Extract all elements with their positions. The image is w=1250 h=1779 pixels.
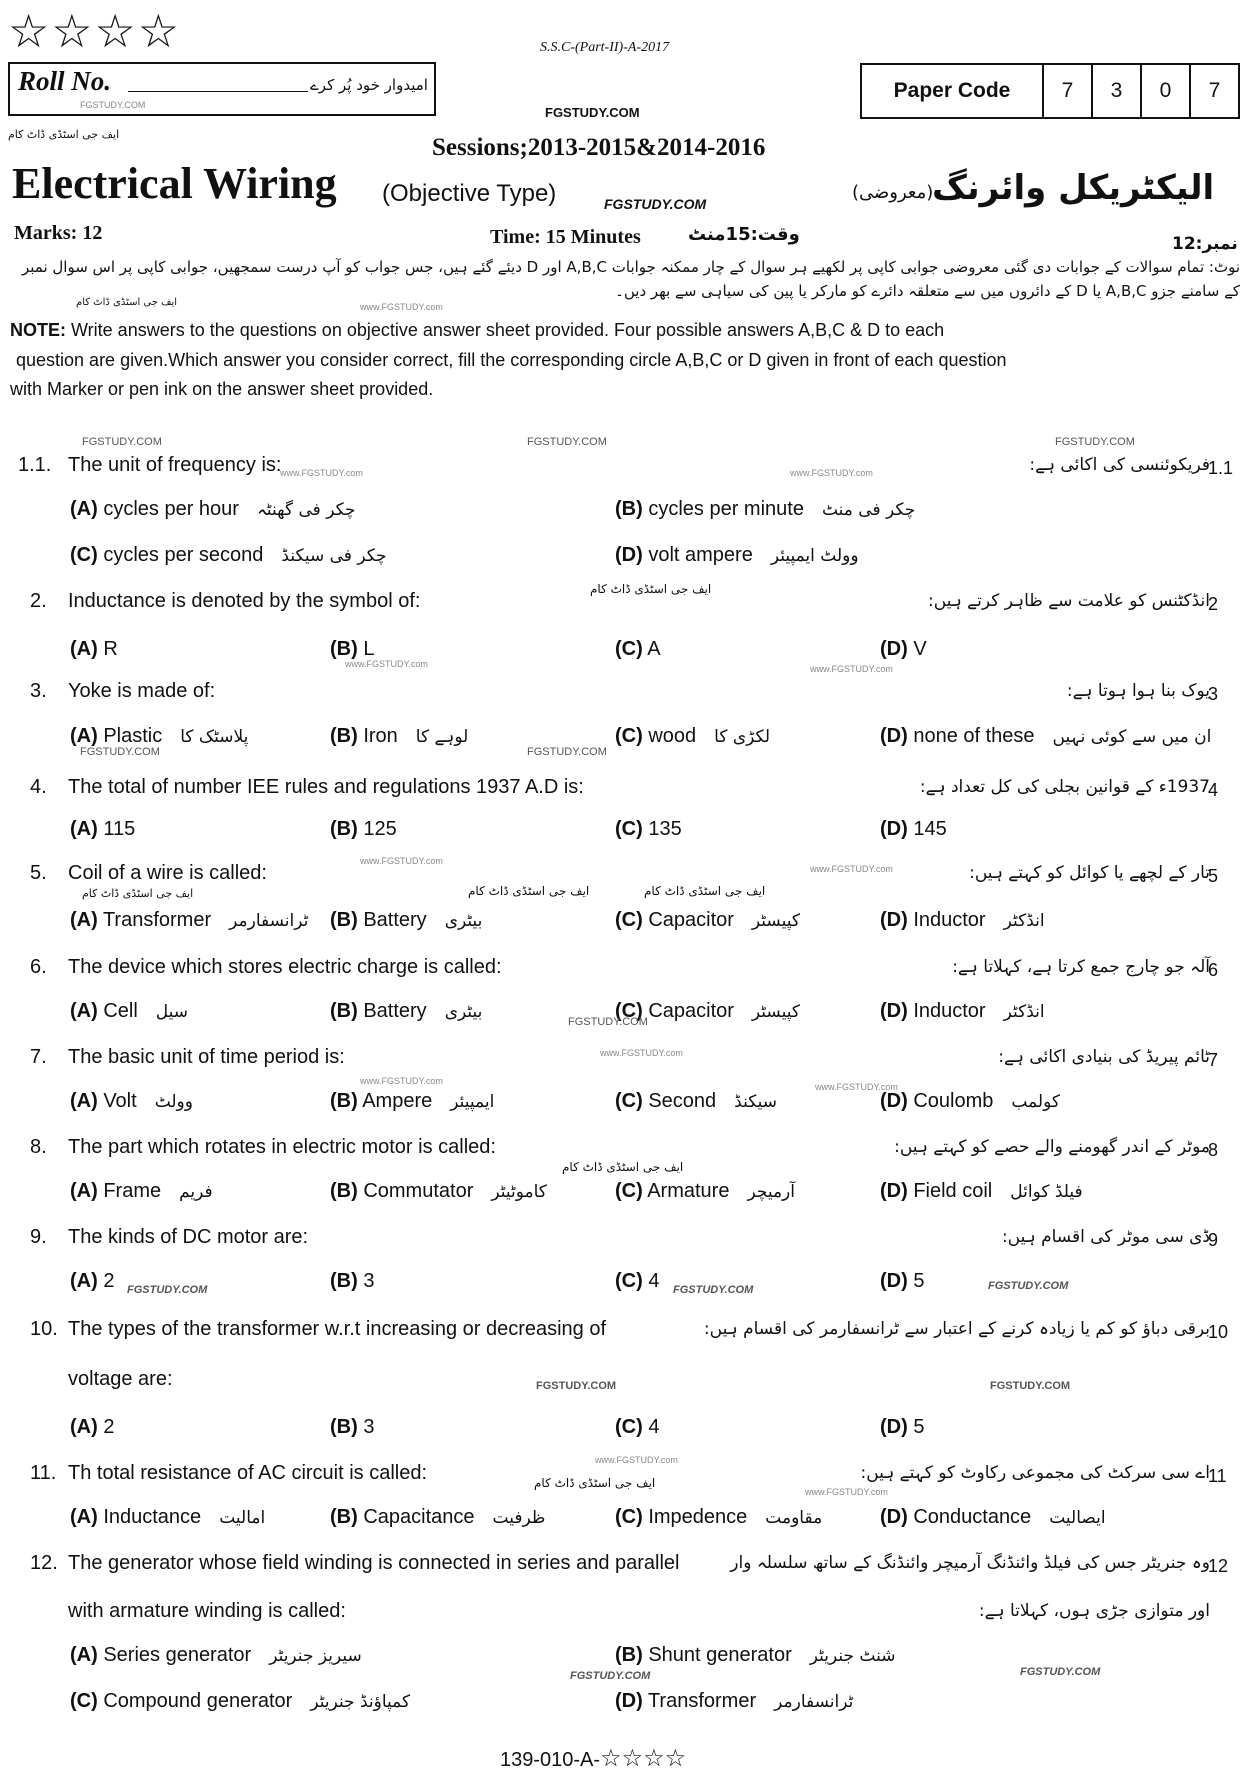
watermark-urdu: ایف جی اسٹڈی ڈاٹ کام bbox=[82, 887, 194, 900]
answer-option bbox=[70, 1270, 114, 1293]
option-label: (A) bbox=[70, 725, 98, 747]
question-number: 12. bbox=[30, 1552, 58, 1574]
option-label: (D) bbox=[880, 1000, 908, 1022]
answer-option bbox=[880, 1090, 1060, 1113]
option-label: (D) bbox=[615, 1690, 643, 1712]
option-label: (D) bbox=[880, 1506, 908, 1528]
option-text: 115 bbox=[97, 818, 136, 840]
question-text-urdu: تار کے لچھے یا کوائل کو کہتے ہیں: bbox=[969, 863, 1210, 883]
option-text: Capacitor bbox=[642, 909, 734, 931]
option-label: (B) bbox=[330, 1270, 358, 1292]
option-text: Field coil bbox=[907, 1180, 993, 1202]
option-text-urdu: ایمپیئر bbox=[450, 1092, 495, 1112]
answer-option bbox=[70, 1000, 188, 1023]
watermark: FGSTUDY.COM bbox=[568, 1016, 648, 1028]
option-text-urdu: سیریز جنریٹر bbox=[269, 1646, 362, 1666]
answer-option bbox=[330, 1000, 482, 1023]
watermark-urdu: ایف جی اسٹڈی ڈاٹ کام bbox=[644, 884, 766, 898]
answer-option bbox=[615, 1690, 853, 1713]
option-text: 5 bbox=[907, 1416, 925, 1438]
option-text-urdu: مقاومت bbox=[765, 1508, 823, 1528]
answer-option bbox=[70, 1506, 265, 1529]
answer-option bbox=[880, 1000, 1045, 1023]
option-label: (B) bbox=[330, 1000, 358, 1022]
question-text-urdu-continued: اور متوازی جڑی ہوں، کہلاتا ہے: bbox=[978, 1601, 1210, 1621]
option-label: (C) bbox=[615, 1270, 643, 1292]
header-stars: ☆☆☆☆ bbox=[8, 4, 181, 58]
answer-option bbox=[70, 1644, 362, 1667]
question-text-continued: voltage are: bbox=[68, 1368, 173, 1390]
question-text-urdu: موٹر کے اندر گھومنے والے حصے کو کہتے ہیں: bbox=[894, 1137, 1210, 1157]
question-text-urdu: فریکوئنسی کی اکائی ہے: bbox=[1029, 455, 1210, 475]
option-text: Iron bbox=[357, 725, 398, 747]
option-text: Plastic bbox=[97, 725, 163, 747]
sessions-label: Sessions;2013-2015&2014-2016 bbox=[432, 134, 766, 161]
question-number: 6. bbox=[30, 956, 47, 978]
watermark: FGSTUDY.COM bbox=[570, 1670, 651, 1682]
question-text: The unit of frequency is: bbox=[68, 454, 282, 476]
option-text-urdu: ایصالیت bbox=[1049, 1508, 1106, 1528]
note-english-line-3: with Marker or pen ink on the answer sheet provided. bbox=[10, 379, 434, 399]
question-number-urdu: 10 bbox=[1208, 1322, 1229, 1342]
answer-option bbox=[70, 725, 248, 748]
option-text: Conductance bbox=[907, 1506, 1032, 1528]
answer-option bbox=[330, 725, 468, 748]
paper-code-digit: 7 bbox=[1189, 65, 1238, 117]
question-text: The part which rotates in electric motor is called: bbox=[68, 1136, 496, 1158]
option-label: (B) bbox=[330, 638, 358, 660]
note-urdu-line-2: کے سامنے جزو A,B,C یا D کے دائروں میں سے متعلقہ دائرے کو مارکر یا پین کی سیاہی سے بھر دیں۔ bbox=[615, 282, 1240, 300]
note-english-line-2: question are given.Which answer you consider correct, fill the corresponding circle A,B,C or D given in front of each question bbox=[16, 350, 1007, 370]
option-label: (C) bbox=[615, 909, 643, 931]
option-text: 4 bbox=[642, 1270, 660, 1292]
option-text: Inductor bbox=[907, 909, 986, 931]
watermark: FGSTUDY.COM bbox=[82, 436, 162, 448]
watermark: www.FGSTUDY.com bbox=[595, 1455, 678, 1465]
watermark-urdu: ایف جی اسٹڈی ڈاٹ کام bbox=[8, 128, 120, 141]
option-label: (D) bbox=[880, 1416, 908, 1438]
note-english-text: Write answers to the questions on objective answer sheet provided. Four possible answers A,B,C & D to each bbox=[71, 320, 945, 340]
option-label: (A) bbox=[70, 818, 98, 840]
question-text: The basic unit of time period is: bbox=[68, 1046, 345, 1068]
question-number-urdu: 11 bbox=[1208, 1466, 1227, 1486]
option-text: cycles per minute bbox=[642, 498, 804, 520]
answer-option bbox=[330, 909, 482, 932]
watermark: www.FGSTUDY.com bbox=[360, 856, 443, 866]
option-text: cycles per second bbox=[97, 544, 264, 566]
option-label: (D) bbox=[880, 1270, 908, 1292]
watermark: www.FGSTUDY.com bbox=[360, 302, 443, 312]
option-label: (D) bbox=[880, 725, 908, 747]
roll-number-box bbox=[8, 62, 436, 116]
question-text: The kinds of DC motor are: bbox=[68, 1226, 309, 1248]
option-text-urdu: آرمیچر bbox=[747, 1182, 795, 1202]
option-text: Coulomb bbox=[907, 1090, 994, 1112]
watermark: FGSTUDY.COM bbox=[1020, 1666, 1101, 1678]
paper-code-digit: 0 bbox=[1140, 65, 1189, 117]
option-text-urdu: لکڑی کا bbox=[714, 727, 771, 747]
question-number: 10. bbox=[30, 1318, 58, 1340]
watermark-urdu: ایف جی اسٹڈی ڈاٹ کام bbox=[534, 1476, 656, 1490]
watermark: FGSTUDY.COM bbox=[990, 1380, 1071, 1392]
option-label: (B) bbox=[330, 909, 358, 931]
option-text-urdu: چکر فی سیکنڈ bbox=[281, 546, 387, 566]
answer-option bbox=[330, 1090, 494, 1113]
option-text: Armature bbox=[642, 1180, 730, 1202]
question-text: The total of number IEE rules and regulations 1937 A.D is: bbox=[68, 776, 584, 798]
option-label: (B) bbox=[615, 1644, 643, 1666]
answer-option bbox=[615, 725, 770, 748]
question-number: 1.1. bbox=[18, 454, 52, 476]
option-text-urdu: کپیسٹر bbox=[751, 1002, 800, 1022]
option-text-urdu: ظرفیت bbox=[492, 1508, 546, 1528]
watermark: www.FGSTUDY.com bbox=[360, 1076, 443, 1086]
option-label: (C) bbox=[615, 818, 643, 840]
watermark: www.FGSTUDY.com bbox=[345, 659, 428, 669]
answer-option bbox=[615, 498, 915, 521]
paper-subtitle: (Objective Type) bbox=[382, 180, 557, 207]
question-text: Coil of a wire is called: bbox=[68, 862, 267, 884]
question-number: 11. bbox=[30, 1462, 57, 1484]
option-label: (A) bbox=[70, 1644, 98, 1666]
option-label: (C) bbox=[70, 1690, 98, 1712]
answer-option bbox=[330, 1180, 547, 1203]
question-number: 5. bbox=[30, 862, 47, 884]
option-text: V bbox=[907, 638, 927, 660]
option-label: (D) bbox=[880, 909, 908, 931]
option-text: 4 bbox=[642, 1416, 660, 1438]
option-label: (D) bbox=[880, 1180, 908, 1202]
option-text-urdu: سیل bbox=[155, 1002, 189, 1022]
option-text-urdu: ان میں سے کوئی نہیں bbox=[1052, 727, 1212, 747]
answer-option bbox=[880, 1180, 1083, 1203]
option-label: (C) bbox=[70, 544, 98, 566]
option-text: 145 bbox=[907, 818, 947, 840]
option-text: 125 bbox=[357, 818, 397, 840]
watermark: www.FGSTUDY.com bbox=[810, 664, 893, 674]
watermark: FGSTUDY.COM bbox=[1055, 436, 1135, 448]
option-text-urdu: کمپاؤنڈ جنریٹر bbox=[310, 1692, 411, 1712]
option-text-urdu: سیکنڈ bbox=[734, 1092, 777, 1112]
option-text: Frame bbox=[97, 1180, 162, 1202]
watermark: FGSTUDY.COM bbox=[673, 1284, 754, 1296]
option-text: Shunt generator bbox=[642, 1644, 792, 1666]
question-text: The types of the transformer w.r.t increasing or decreasing of bbox=[68, 1318, 607, 1340]
answer-option bbox=[70, 909, 308, 932]
answer-option bbox=[880, 909, 1045, 932]
answer-option bbox=[330, 1416, 374, 1439]
option-label: (A) bbox=[70, 909, 98, 931]
question-text-urdu: 1937ء کے قوانین بجلی کی کل تعداد ہے: bbox=[919, 777, 1210, 797]
answer-option bbox=[615, 1270, 659, 1293]
answer-option bbox=[615, 909, 800, 932]
question-text-urdu: انڈکٹنس کو علامت سے ظاہر کرتے ہیں: bbox=[928, 591, 1210, 611]
question-number: 9. bbox=[30, 1226, 47, 1248]
time-label: Time: 15 Minutes bbox=[490, 226, 641, 248]
option-label: (C) bbox=[615, 1506, 643, 1528]
watermark-urdu: ایف جی اسٹڈی ڈاٹ کام bbox=[76, 297, 178, 308]
question-text-urdu: اے سی سرکٹ کی مجموعی رکاوٹ کو کہتے ہیں: bbox=[860, 1463, 1210, 1483]
option-text: 5 bbox=[907, 1270, 925, 1292]
option-label: (B) bbox=[330, 1416, 358, 1438]
answer-option bbox=[880, 1506, 1106, 1529]
roll-urdu-note: امیدوار خود پُر کرے bbox=[310, 76, 428, 94]
option-label: (D) bbox=[615, 544, 643, 566]
answer-option bbox=[615, 1506, 822, 1529]
option-text-urdu: وولٹ bbox=[154, 1092, 193, 1112]
option-text: Series generator bbox=[97, 1644, 252, 1666]
question-text-urdu: ٹائم پیریڈ کی بنیادی اکائی ہے: bbox=[998, 1047, 1210, 1067]
exam-label: S.S.C-(Part-II)-A-2017 bbox=[540, 40, 670, 55]
option-text: R bbox=[97, 638, 118, 660]
option-text-urdu: کولمب bbox=[1011, 1092, 1060, 1112]
option-text: none of these bbox=[907, 725, 1035, 747]
question-text: The device which stores electric charge is called: bbox=[68, 956, 502, 978]
watermark: FGSTUDY.COM bbox=[988, 1280, 1069, 1292]
option-label: (B) bbox=[615, 498, 643, 520]
answer-option bbox=[615, 1644, 896, 1667]
answer-option bbox=[330, 638, 374, 661]
option-text: Inductor bbox=[907, 1000, 986, 1022]
question-number-urdu: 5 bbox=[1208, 866, 1219, 886]
option-label: (D) bbox=[880, 818, 908, 840]
watermark: www.FGSTUDY.com bbox=[815, 1082, 898, 1092]
option-label: (C) bbox=[615, 1180, 643, 1202]
marks-label-urdu: نمبر:12 bbox=[1172, 234, 1238, 254]
option-text: Transformer bbox=[97, 909, 212, 931]
answer-option bbox=[615, 544, 859, 567]
watermark: www.FGSTUDY.com bbox=[805, 1487, 888, 1497]
paper-code-digit: 7 bbox=[1042, 65, 1091, 117]
option-text: Capacitor bbox=[642, 1000, 734, 1022]
answer-option bbox=[70, 638, 118, 661]
answer-option bbox=[615, 1416, 659, 1439]
question-text-urdu: برقی دباؤ کو کم یا زیادہ کرنے کے اعتبار سے ٹرانسفارمر کی اقسام ہیں: bbox=[703, 1319, 1210, 1339]
watermark: FGSTUDY.COM bbox=[80, 100, 146, 110]
option-label: (B) bbox=[330, 1090, 358, 1112]
watermark: FGSTUDY.COM bbox=[80, 746, 160, 758]
option-label: (A) bbox=[70, 1090, 98, 1112]
option-text: 2 bbox=[97, 1416, 115, 1438]
question-number: 8. bbox=[30, 1136, 47, 1158]
option-text: cycles per hour bbox=[97, 498, 239, 520]
option-text-urdu: چکر فی گھنٹہ bbox=[256, 500, 356, 520]
option-label: (C) bbox=[615, 1416, 643, 1438]
answer-option bbox=[330, 818, 397, 841]
question-text: Yoke is made of: bbox=[68, 680, 216, 702]
paper-title-urdu: الیکٹریکل وائرنگ bbox=[932, 168, 1215, 208]
question-text-urdu: آلہ جو چارج جمع کرتا ہے، کہلاتا ہے: bbox=[952, 957, 1210, 977]
answer-option bbox=[70, 1690, 410, 1713]
option-text: Impedence bbox=[642, 1506, 748, 1528]
question-text-urdu: یوک بنا ہوا ہوتا ہے: bbox=[1066, 681, 1210, 701]
question-number: 3. bbox=[30, 680, 47, 702]
watermark-urdu: ایف جی اسٹڈی ڈاٹ کام bbox=[562, 1160, 684, 1174]
question-number-urdu: 7 bbox=[1208, 1050, 1219, 1070]
answer-option bbox=[330, 1270, 374, 1293]
option-label: (A) bbox=[70, 498, 98, 520]
question-number-urdu: 1.1 bbox=[1208, 458, 1234, 478]
option-text-urdu: انڈکٹر bbox=[1003, 911, 1045, 931]
question-number-urdu: 12 bbox=[1208, 1556, 1229, 1576]
question-number-urdu: 8 bbox=[1208, 1140, 1219, 1160]
answer-option bbox=[615, 638, 661, 661]
option-label: (B) bbox=[330, 725, 358, 747]
watermark: FGSTUDY.COM bbox=[127, 1284, 208, 1296]
option-text: Transformer bbox=[642, 1690, 757, 1712]
watermark: FGSTUDY.COM bbox=[545, 105, 640, 120]
question-number: 7. bbox=[30, 1046, 47, 1068]
footer-code bbox=[500, 1744, 686, 1772]
option-label: (A) bbox=[70, 1180, 98, 1202]
option-text-urdu: کپیسٹر bbox=[751, 911, 800, 931]
answer-option bbox=[330, 1506, 545, 1529]
watermark-urdu: ایف جی اسٹڈی ڈاٹ کام bbox=[468, 884, 590, 898]
option-text: A bbox=[642, 638, 661, 660]
answer-option bbox=[70, 1090, 193, 1113]
watermark: FGSTUDY.COM bbox=[536, 1380, 617, 1392]
option-label: (C) bbox=[615, 1000, 643, 1022]
option-text: 3 bbox=[357, 1416, 375, 1438]
option-text-urdu: وولٹ ایمپیئر bbox=[770, 546, 859, 566]
answer-option bbox=[880, 818, 947, 841]
option-label: (B) bbox=[330, 1180, 358, 1202]
answer-option bbox=[615, 818, 682, 841]
option-text-urdu: انڈکٹر bbox=[1003, 1002, 1045, 1022]
option-text: 3 bbox=[357, 1270, 375, 1292]
option-text-urdu: شنٹ جنریٹر bbox=[809, 1646, 896, 1666]
watermark: www.FGSTUDY.com bbox=[600, 1048, 683, 1058]
answer-option bbox=[880, 725, 1211, 748]
option-label: (A) bbox=[70, 1506, 98, 1528]
question-number-urdu: 4 bbox=[1208, 780, 1219, 800]
paper-code-box bbox=[860, 63, 1240, 119]
option-text: 135 bbox=[642, 818, 682, 840]
paper-title: Electrical Wiring bbox=[12, 159, 337, 208]
watermark: www.FGSTUDY.com bbox=[280, 468, 363, 478]
question-text-urdu: ڈی سی موٹر کی اقسام ہیں: bbox=[1001, 1227, 1210, 1247]
answer-option bbox=[880, 1416, 924, 1439]
option-text-urdu: بیٹری bbox=[444, 1002, 483, 1022]
option-label: (A) bbox=[70, 1000, 98, 1022]
option-text: Inductance bbox=[97, 1506, 202, 1528]
answer-option bbox=[70, 818, 135, 841]
option-text: Battery bbox=[357, 1000, 427, 1022]
answer-option bbox=[70, 1416, 114, 1439]
note-english-line-1 bbox=[10, 320, 944, 341]
roll-input-line bbox=[128, 91, 308, 92]
answer-option bbox=[615, 1180, 795, 1203]
answer-option bbox=[880, 638, 927, 661]
question-number-urdu: 9 bbox=[1208, 1230, 1219, 1250]
answer-option bbox=[880, 1270, 924, 1293]
option-text: 2 bbox=[97, 1270, 115, 1292]
option-text-urdu: کاموٹیٹر bbox=[491, 1182, 547, 1202]
option-label: (D) bbox=[880, 638, 908, 660]
marks-label: Marks: 12 bbox=[14, 222, 103, 244]
option-text-urdu: ٹرانسفارمر bbox=[229, 911, 309, 931]
paper-code-label: Paper Code bbox=[893, 79, 1011, 102]
footer-code-text: 139-010-A- bbox=[500, 1749, 601, 1771]
option-text-urdu: بیٹری bbox=[444, 911, 483, 931]
option-text-urdu: لوہے کا bbox=[415, 727, 469, 747]
question-number-urdu: 3 bbox=[1208, 684, 1219, 704]
option-label: (B) bbox=[330, 818, 358, 840]
watermark: FGSTUDY.COM bbox=[604, 196, 707, 212]
option-text-urdu: ٹرانسفارمر bbox=[774, 1692, 854, 1712]
watermark: www.FGSTUDY.com bbox=[790, 468, 873, 478]
option-label: (A) bbox=[70, 1416, 98, 1438]
option-text: Compound generator bbox=[97, 1690, 293, 1712]
note-english-label: NOTE: bbox=[10, 320, 66, 340]
option-text: Capacitance bbox=[357, 1506, 475, 1528]
question-number: 2. bbox=[30, 590, 47, 612]
question-number: 4. bbox=[30, 776, 47, 798]
watermark: FGSTUDY.COM bbox=[527, 746, 607, 758]
option-text: Ampere bbox=[357, 1090, 433, 1112]
question-text-urdu: وہ جنریٹر جس کی فیلڈ وائنڈنگ آرمیچر وائنڈنگ کے ساتھ سلسلہ وار bbox=[730, 1553, 1210, 1573]
answer-option bbox=[70, 544, 387, 567]
option-text: L bbox=[357, 638, 375, 660]
question-text: Inductance is denoted by the symbol of: bbox=[68, 590, 421, 612]
option-label: (B) bbox=[330, 1506, 358, 1528]
answer-option bbox=[70, 1180, 213, 1203]
option-label: (C) bbox=[615, 1090, 643, 1112]
option-text: wood bbox=[642, 725, 697, 747]
paper-code-digit: 3 bbox=[1091, 65, 1140, 117]
option-text-urdu: فریم bbox=[179, 1182, 213, 1202]
option-label: (A) bbox=[70, 1270, 98, 1292]
footer-stars: ☆☆☆☆ bbox=[600, 1744, 687, 1772]
option-label: (A) bbox=[70, 638, 98, 660]
question-text: Th total resistance of AC circuit is called: bbox=[68, 1462, 428, 1484]
option-text-urdu: امالیت bbox=[219, 1508, 266, 1528]
watermark: www.FGSTUDY.com bbox=[810, 864, 893, 874]
watermark: FGSTUDY.COM bbox=[527, 436, 607, 448]
option-text-urdu: چکر فی منٹ bbox=[821, 500, 916, 520]
note-urdu-line-1: نوٹ: تمام سوالات کے جوابات دی گئی معروضی جوابی کاپی پر لکھیے ہر سوال کے چار ممکنہ جوابات A,B,C اور D دیئے گئے ہیں، جس جواب کو آپ درست سمجھیں، جوابی کاپی پر اس سوال نمبر bbox=[21, 258, 1240, 276]
option-text: volt ampere bbox=[642, 544, 753, 566]
option-label: (D) bbox=[880, 1090, 908, 1112]
paper-subtitle-urdu: (معروضی) bbox=[852, 182, 934, 203]
watermark-urdu: ایف جی اسٹڈی ڈاٹ کام bbox=[590, 582, 712, 596]
question-number-urdu: 6 bbox=[1208, 960, 1219, 980]
option-text: Commutator bbox=[357, 1180, 474, 1202]
option-text: Battery bbox=[357, 909, 427, 931]
answer-option bbox=[615, 1090, 777, 1113]
answer-option bbox=[70, 498, 355, 521]
option-text: Second bbox=[642, 1090, 717, 1112]
option-text-urdu: فیلڈ کوائل bbox=[1010, 1182, 1083, 1202]
question-text: The generator whose field winding is connected in series and parallel bbox=[68, 1552, 680, 1574]
option-label: (C) bbox=[615, 725, 643, 747]
option-text: Volt bbox=[97, 1090, 137, 1112]
option-text-urdu: پلاسٹک کا bbox=[180, 727, 249, 747]
option-text: Cell bbox=[97, 1000, 138, 1022]
roll-label: Roll No. bbox=[18, 66, 112, 96]
question-text-continued: with armature winding is called: bbox=[68, 1600, 346, 1622]
option-label: (C) bbox=[615, 638, 643, 660]
time-label-urdu: وقت:15منٹ bbox=[688, 224, 800, 245]
question-number-urdu: 2 bbox=[1208, 594, 1219, 614]
